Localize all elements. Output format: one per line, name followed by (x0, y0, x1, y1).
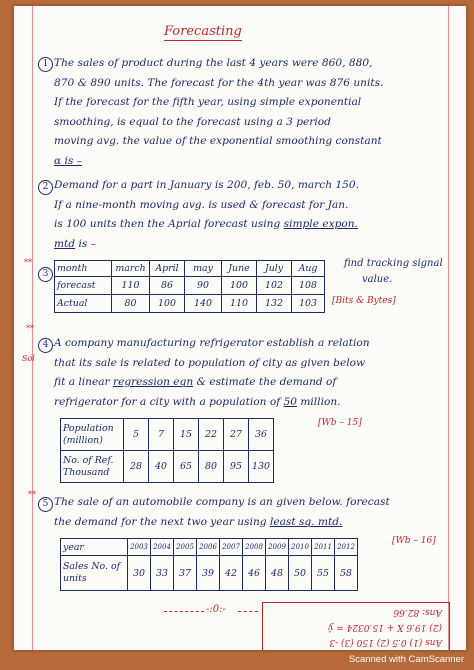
q4-row-label: No. of Ref. Thousand (61, 451, 124, 483)
q1-line: α is – (54, 154, 83, 167)
q3-cell: 102 (257, 277, 292, 295)
q2-method: simple expon. (283, 218, 358, 230)
q4-cell: 27 (224, 419, 249, 451)
q3-row-forecast (55, 277, 325, 295)
q3-cell: 110 (222, 295, 257, 313)
q5-sales-cell: 42 (220, 556, 243, 591)
question-number-1: 1 (38, 57, 53, 72)
q3-cell: 80 (112, 295, 150, 313)
q5-table (60, 538, 358, 591)
q4-cell: 15 (174, 419, 199, 451)
q5-year-cell: 2007 (220, 539, 243, 556)
question-5 (54, 493, 459, 532)
question-1 (54, 54, 459, 171)
q5-sales-row (61, 556, 358, 591)
answer-text-upside-down (270, 604, 442, 649)
q3-cell: Actual (55, 295, 112, 313)
q5-reference: [Wb – 16] (392, 536, 436, 546)
q5-line2-underlined: least sq. mtd. (269, 515, 343, 528)
q4-reference: [Wb – 15] (318, 418, 362, 428)
q5-year-cell: 2004 (151, 539, 174, 556)
question-number-5: 5 (38, 497, 53, 512)
q3-cell: 86 (150, 277, 185, 295)
q4-line4-pre: refrigerator for a city with a population of (54, 395, 281, 408)
q5-year-label: year (61, 539, 128, 556)
q4-cell: 7 (149, 419, 174, 451)
q2-line: is 100 units then the Aprial forecast using (54, 218, 281, 230)
q3-reference: [Bits & Bytes] (332, 296, 396, 306)
answers-heading: -:0:- (206, 604, 226, 615)
page-title: Forecasting (164, 24, 242, 39)
q4-line3-pre: fit a linear (54, 376, 110, 388)
q5-year-cell: 2006 (197, 539, 220, 556)
q4-row-population (61, 419, 274, 451)
q5-sales-cell: 37 (174, 556, 197, 591)
q5-line1: The sale of an automobile company is an given below. forecast (54, 496, 390, 508)
q4-cell: 28 (124, 451, 149, 483)
question-number-3: 3 (38, 267, 53, 282)
q4-cell: 40 (149, 451, 174, 483)
q3-cell: forecast (55, 277, 112, 295)
q5-year-cell: 2003 (128, 539, 151, 556)
q5-sales-cell: 50 (289, 556, 312, 591)
q1-line: 870 & 890 units. The forecast for the 4th year was 876 units. (54, 76, 384, 89)
q3-header-cell: June (222, 261, 257, 277)
q3-cell: 103 (292, 295, 325, 313)
q3-note-line2: value. (362, 274, 393, 285)
q3-cell: 108 (292, 277, 325, 295)
q4-line: that its sale is related to population of city as given below (54, 356, 366, 369)
q5-year-cell: 2005 (174, 539, 197, 556)
q3-header-cell: Aug (292, 261, 325, 277)
q5-year-cell: 2011 (312, 539, 335, 556)
q4-row-refrigerators (61, 451, 274, 483)
q4-cell: 95 (224, 451, 249, 483)
scanner-watermark: Scanned with CamScanner (348, 654, 464, 665)
answer-line: (2) 19.6 X + 15.0324 = ŷ (328, 622, 442, 632)
question-2 (54, 176, 459, 254)
answer-line: Ans: 82.66 (393, 607, 442, 617)
star-mark-3: ** (24, 258, 32, 267)
q5-year-cell: 2012 (335, 539, 358, 556)
q5-line2-pre: the demand for the next two year using (54, 515, 267, 528)
q3-header-cell: April (150, 261, 185, 277)
q3-note-line1: find tracking signal (344, 258, 443, 269)
q4-cell: 5 (124, 419, 149, 451)
q4-row-label: Population (million) (61, 419, 124, 451)
question-4 (54, 334, 459, 412)
answer-line: Ans (1) 0.5 (2) 150 (3) -3 (329, 637, 442, 647)
q4-cell: 22 (199, 419, 224, 451)
question-number-4: 4 (38, 338, 53, 353)
q3-header-cell: month (55, 261, 112, 277)
q2-line: If a nine-month moving avg. is used & forecast for Jan. (54, 198, 349, 211)
q3-table (54, 260, 325, 313)
star-mark-5: ** (28, 490, 36, 499)
q3-header-row (55, 261, 325, 277)
question-number-2: 2 (38, 180, 53, 195)
q1-line: If the forecast for the fifth year, using simple exponential (54, 96, 362, 108)
q4-line: A company manufacturing refrigerator establish a relation (54, 337, 370, 349)
q4-cell: 36 (249, 419, 274, 451)
q3-row-actual (55, 295, 325, 313)
star-mark-4: ** (26, 324, 34, 333)
q2-tail: is – (78, 237, 96, 250)
divider-left (164, 611, 204, 612)
q5-year-cell: 2009 (266, 539, 289, 556)
q3-cell: 100 (222, 277, 257, 295)
q3-header-cell: may (185, 261, 222, 277)
q5-sales-label: Sales No. of units (61, 556, 128, 591)
q1-line: smoothing, is equal to the forecast using a 3 period (54, 115, 331, 128)
notebook-page (14, 6, 466, 650)
q2-line: Demand for a part in January is 200, feb. 50, march 150. (54, 179, 360, 191)
q5-year-row (61, 539, 358, 556)
q4-cell: 130 (249, 451, 274, 483)
q5-year-cell: 2010 (289, 539, 312, 556)
q3-cell: 110 (112, 277, 150, 295)
q5-year-cell: 2008 (243, 539, 266, 556)
q4-line4-post: million. (300, 395, 341, 408)
q5-sales-cell: 30 (128, 556, 151, 591)
q3-header-cell: march (112, 261, 150, 277)
q5-sales-cell: 46 (243, 556, 266, 591)
q2-method-end: mtd (54, 237, 76, 250)
solution-mark: Sol (22, 354, 35, 363)
q3-cell: 140 (185, 295, 222, 313)
q4-cell: 65 (174, 451, 199, 483)
q5-sales-cell: 55 (312, 556, 335, 591)
q3-cell: 132 (257, 295, 292, 313)
q3-cell: 90 (185, 277, 222, 295)
q5-sales-cell: 39 (197, 556, 220, 591)
q3-cell: 100 (150, 295, 185, 313)
q4-line4-underlined: 50 (283, 395, 297, 408)
q5-sales-cell: 58 (335, 556, 358, 591)
q4-line3-underlined: regression eqn (113, 376, 194, 388)
q5-sales-cell: 33 (151, 556, 174, 591)
q5-sales-cell: 48 (266, 556, 289, 591)
q1-line: The sales of product during the last 4 years were 860, 880, (54, 57, 373, 69)
q4-table (60, 418, 274, 483)
divider-right (238, 611, 258, 612)
q4-cell: 80 (199, 451, 224, 483)
q1-line: moving avg. the value of the exponential smoothing constant (54, 135, 382, 147)
q4-line3-post: & estimate the demand of (196, 376, 337, 388)
q3-header-cell: July (257, 261, 292, 277)
